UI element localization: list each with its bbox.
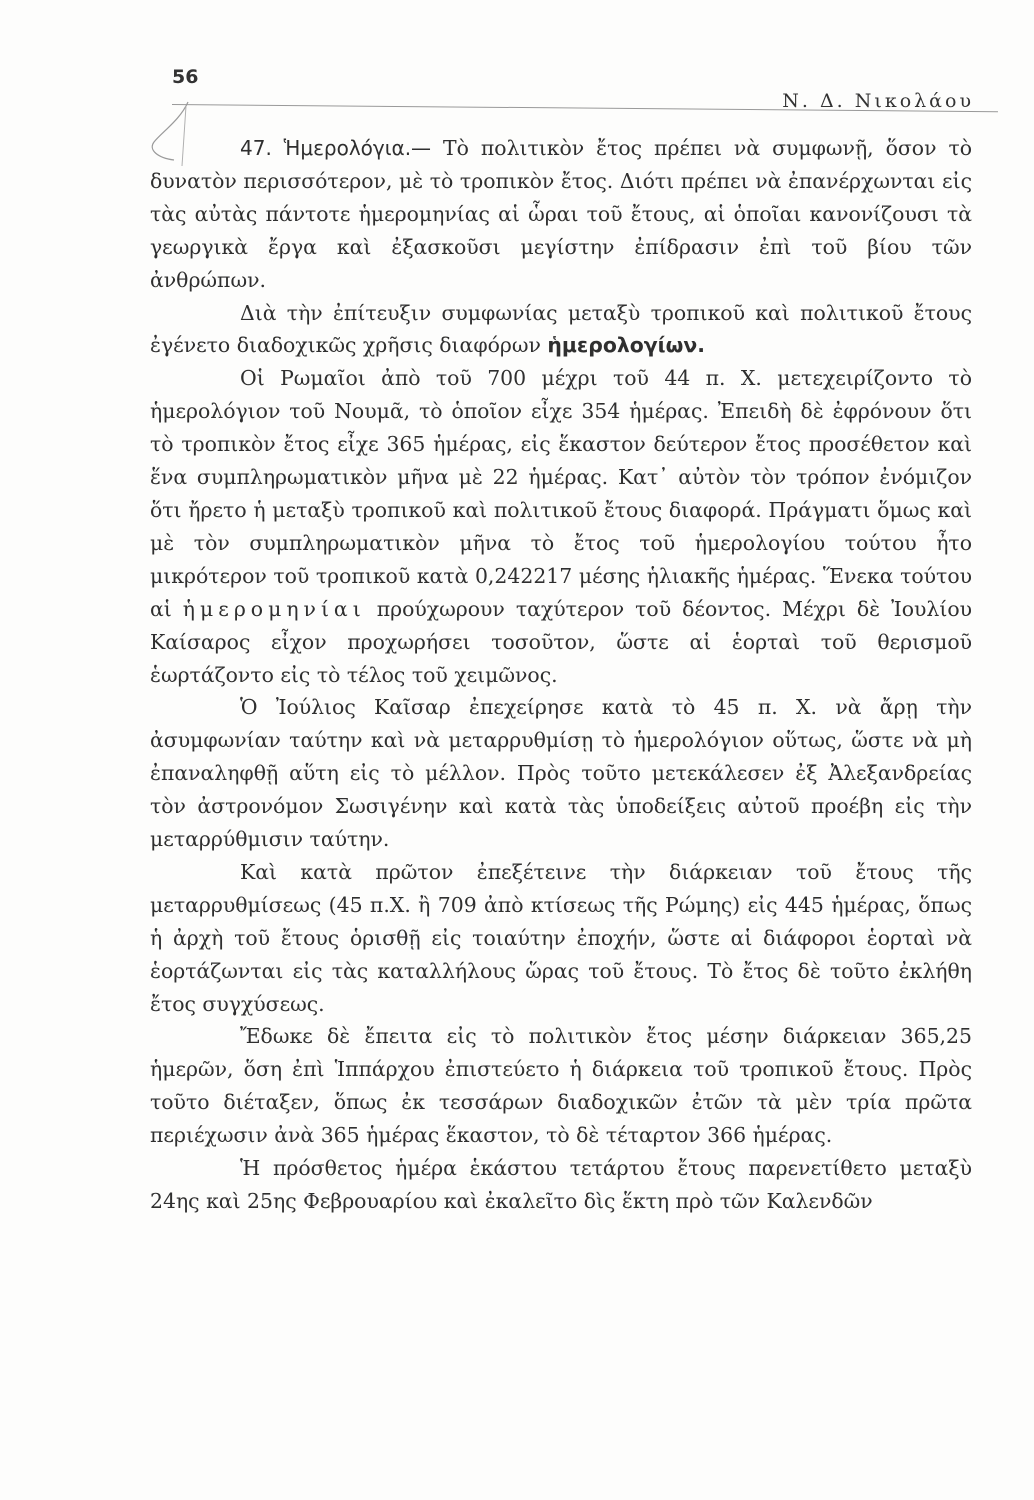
paragraph-text: Καὶ κατὰ πρῶτον ἐπεξέτεινε τὴν διάρκειαν τοῦ ἔτους τῆς μεταρρυθμίσεως (45 π.Χ. ἢ 709 ἀπὸ κτίσεως τῆς Ρώμης) εἰς 445 ἡμέρας, ὅπως ἡ ἀρχὴ τοῦ ἔτους ὁρισθῇ εἰς τοιαύτην ἐποχήν, ὥστε αἱ διάφοροι ἑορταὶ νὰ ἑορτάζωνται εἰς τὰς καταλλήλους ὥρας τοῦ ἔτους. Τὸ ἔτος δὲ τοῦτο ἐκλήθη ἔτος συγχύσεως. <box>150 859 972 1016</box>
paragraph-3 <box>150 362 972 691</box>
bold-term: ἡμερολογίων. <box>547 333 705 358</box>
paragraph-text: Ἡ πρόσθετος ἡμέρα ἑκάστου τετάρτου ἔτους παρενετίθετο μεταξὺ 24ης καὶ 25ης Φεβρουαρίου καὶ ἐκαλεῖτο δὶς ἕκτη πρὸ τῶν Καλενδῶν <box>150 1156 972 1213</box>
spaced-term: ἡμερομηνίαι <box>182 596 366 621</box>
paragraph-4 <box>150 691 972 856</box>
paragraph-5 <box>150 856 972 1021</box>
paragraph-7 <box>150 1152 972 1218</box>
paragraph-2 <box>150 297 972 363</box>
paragraph-text: προύχωρουν ταχύτερον τοῦ δέοντος. Μέχρι δὲ Ἰουλίου Καίσαρος εἶχον προχωρήσει τοσοῦτον, ὥστε αἱ ἑορταὶ τοῦ θερισμοῦ ἑωρτάζοντο εἰς τὸ τέλος τοῦ χειμῶνος. <box>150 596 972 687</box>
paragraph-text: Οἱ Ρωμαῖοι ἀπὸ τοῦ 700 μέχρι τοῦ 44 π. Χ. μετεχειρίζοντο τὸ ἡμερολόγιον τοῦ Νουμᾶ, τὸ ὁποῖον εἶχε 354 ἡμέρας. Ἐπειδὴ δὲ ἐφρόνουν ὅτι τὸ τροπικὸν ἔτος εἶχε 365 ἡμέρας, εἰς ἕκαστον δεύτερον ἔτος προσέθετον καὶ ἕνα συμπληρωματικὸν μῆνα μὲ 22 ἡμέρας. Κατ᾽ αὐτὸν τὸν τρόπον ἐνόμιζον ὅτι ἤρετο ἡ μεταξὺ τροπικοῦ καὶ πολιτικοῦ ἔτους διαφορά. Πράγματι ὅμως καὶ μὲ τὸν συμπληρωματικὸν μῆνα τὸ ἔτος τοῦ ἡμερολογίου τούτου ἦτο μικρότερον τοῦ τροπικοῦ κατὰ 0,242217 μέσης ἡλιακῆς ἡμέρας. Ἕνεκα τούτου αἱ <box>150 366 972 621</box>
paragraph-6 <box>150 1020 972 1152</box>
page-number: 56 <box>172 66 199 88</box>
running-head: Ν. Δ. Νικολάου <box>782 90 974 112</box>
paragraph-text: Τὸ πολιτικὸν ἔτος πρέπει νὰ συμφωνῇ, ὅσον τὸ δυνατὸν περισσότερον, μὲ τὸ τροπικὸν ἔτος. Διότι πρέπει νὰ ἐπανέρχωνται εἰς τὰς αὐτὰς πάντοτε ἡμερομηνίας αἱ ὧραι τοῦ ἔτους, αἱ ὁποῖαι κανονίζουσι τὰ γεωργικὰ ἔργα καὶ ἐξασκοῦσι μεγίστην ἐπίδρασιν ἐπὶ τοῦ βίου τῶν ἀνθρώπων. <box>150 136 973 292</box>
paragraph-text: Ὁ Ἰούλιος Καῖσαρ ἐπεχείρησε κατὰ τὸ 45 π. Χ. νὰ ἄρῃ τὴν ἀσυμφωνίαν ταύτην καὶ νὰ μεταρρυθμίσῃ τὸ ἡμερολόγιον οὕτως, ὥστε νὰ μὴ ἐπαναληφθῇ αὕτη εἰς τὸ μέλλον. Πρὸς τοῦτο μετεκάλεσεν ἐξ Ἀλεξανδρείας τὸν ἀστρονόμον Σωσιγένην καὶ κατὰ τὰς ὑποδείξεις αὐτοῦ προέβη εἰς τὴν μεταρρύθμισιν ταύτην. <box>150 695 972 852</box>
body-text <box>150 132 972 1218</box>
paragraph-text: Ἔδωκε δὲ ἔπειτα εἰς τὸ πολιτικὸν ἔτος μέσην διάρκειαν 365,25 ἡμερῶν, ὅση ἐπὶ Ἱππάρχου ἐπιστεύετο ἡ διάρκεια τοῦ τροπικοῦ ἔτους. Πρὸς τοῦτο διέταξεν, ὅπως ἐκ τεσσάρων διαδοχικῶν ἐτῶν τὰ μὲν τρία πρῶτα περιέχωσιν ἀνὰ 365 ἡμέρας ἕκαστον, τὸ δὲ τέταρτον 366 ἡμέρας. <box>150 1024 972 1148</box>
section-heading: 47. Ἡμερολόγια.— <box>240 136 432 160</box>
paragraph-1 <box>150 132 972 297</box>
paragraph-text: Διὰ τὴν ἐπίτευξιν συμφωνίας μεταξὺ τροπικοῦ καὶ πολιτικοῦ ἔτους ἐγένετο διαδοχικῶς χρῆσις διαφόρων <box>150 300 972 358</box>
